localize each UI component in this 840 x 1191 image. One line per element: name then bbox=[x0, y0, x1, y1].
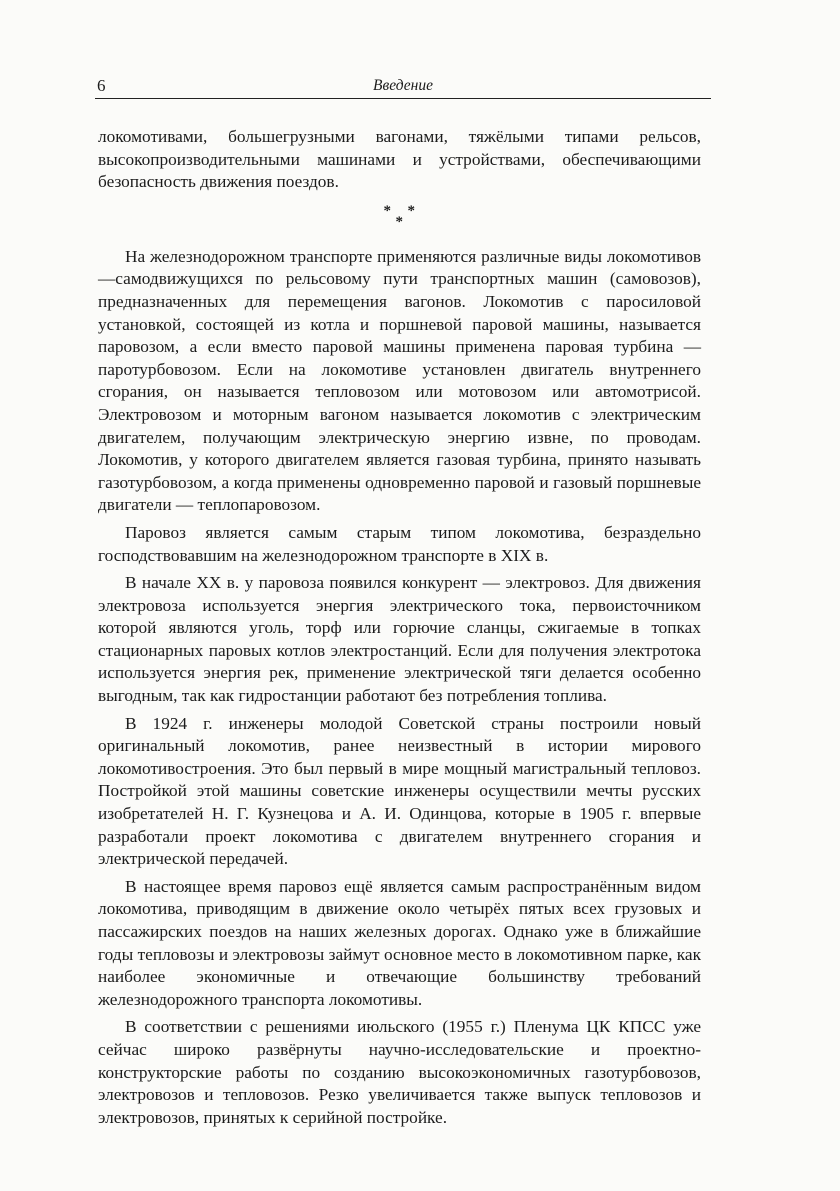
paragraph-locomotive-types: На железнодорожном транспорте применяются различные виды локомотивов—самодвижущихся по рельсовому пути транспортных машин (самовозов), предназначенных для перемещения вагонов. Локомотив с паросиловой установкой, состоящей из котла и поршневой паровой машины, называется паровозом, а если вместо паровой машины применена паровая турбина — паротурбовозом. Если на локомотиве установлен двигатель внутреннего сгорания, он называется тепловозом или мотовозом или автомотрисой. Электровозом и моторным вагоном называется локомотив с электрическим двигателем, получающим электрическую энергию извне, по проводам. Локомотив, у которого двигателем является газовая турбина, принято называть газотурбовозом, а когда применены одновременно паровой и газовый поршневые двигатели — теплопаровозом. bbox=[98, 246, 701, 515]
paragraph-first-diesel: В 1924 г. инженеры молодой Советской страны построили новый оригинальный локомотив, ранее неизвестный в истории мирового локомотивостроения. Это был первый в мире мощный магистральный тепловоз. Постройкой этой машины советские инженеры осуществили мечты русских изобретателей Н. Г. Кузнецова и А. И. Одинцова, которые в 1905 г. впервые разработали проект локомотива с двигателем внутреннего сгорания и электрической передачей. bbox=[98, 713, 701, 869]
intro-paragraph: локомотивами, большегрузными вагонами, тяжёлыми типами рельсов, высокопроизводительными машинами и устройствами, обеспечивающими безопасность движения поездов. bbox=[98, 127, 701, 192]
paragraph-plenum-decisions: В соответствии с решениями июльского (1955 г.) Пленума ЦК КПСС уже сейчас широко развёрнуты научно-исследовательские и проектно-конструкторские работы по созданию высокоэкономичных газотурбовозов, электровозов и тепловозов. Резко увеличивается также выпуск тепловозов и электровозов, принятых к серийной постройке. bbox=[98, 1017, 701, 1127]
page-header bbox=[95, 76, 711, 99]
asterisk-icon: * bbox=[395, 213, 403, 230]
asterism-separator bbox=[381, 202, 421, 232]
page-number: 6 bbox=[97, 76, 106, 95]
paragraph-electric-locomotive: В начале XX в. у паровоза появился конкурент — электровоз. Для движения электровоза используется энергия электрического тока, первоисточником которой являются уголь, торф или горючие сланцы, сжигаемые в топках стационарных паровых котлов электростанций. Если для получения электротока используется энергия рек, применение электрической тяги делается особенно выгодным, так как гидростанции работают без потребления топлива. bbox=[98, 573, 701, 706]
body-text bbox=[98, 126, 701, 1129]
asterisk-icon: * bbox=[383, 202, 391, 219]
paragraph-steam-locomotive: Паровоз является самым старым типом локомотива, безраздельно господствовавшим на железнодорожном транспорте в XIX в. bbox=[98, 522, 701, 565]
paragraph-present-time: В настоящее время паровоз ещё является самым распространённым видом локомотива, приводящим в движение около четырёх пятых всех грузовых и пассажирских поездов на наших железных дорогах. Однако уже в ближайшие годы тепловозы и электровозы займут основное место в локомотивном парке, как наиболее экономичные и отвечающие большинству требований железнодорожного транспорта локомотивы. bbox=[98, 876, 701, 1009]
asterisk-icon: * bbox=[407, 202, 415, 219]
running-title: Введение bbox=[373, 77, 433, 94]
